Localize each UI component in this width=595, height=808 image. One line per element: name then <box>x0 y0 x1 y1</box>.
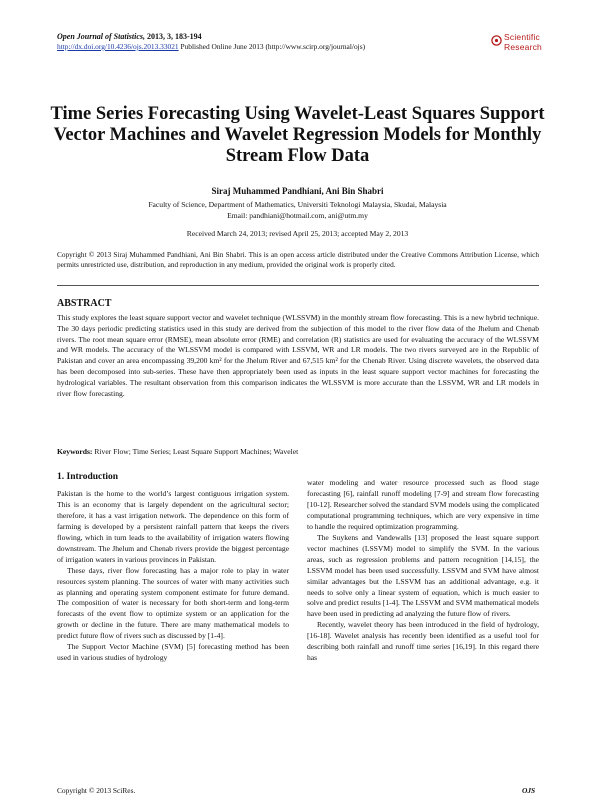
authors: Siraj Muhammed Pandhiani, Ani Bin Shabri <box>211 186 384 196</box>
affiliation: Faculty of Science, Department of Mathematics, Universiti Teknologi Malaysia, Skudai, Malaysia <box>148 200 447 209</box>
abstract-heading: ABSTRACT <box>57 298 112 309</box>
logo-wordmark <box>504 33 542 52</box>
logo-line-1: Scientific <box>504 32 541 42</box>
journal-citation <box>57 32 537 42</box>
doi-line <box>57 42 537 52</box>
paper-title: Time Series Forecasting Using Wavelet-Least Squares Support Vector Machines and Wavelet Regression Models for Monthly Stream Flow Data <box>50 104 545 166</box>
abstract-text: This study explores the least square support vector and wavelet technique (WLSSVM) in the monthly stream flow forecasting. This is a new hybrid technique. The 30 days periodic predicting statistics used in this study are derived from the subjection of this model to the river flow data of the Jhelum and Chenab rivers. The root mean square error (RMSE), mean absolute error (RME) and correlation (R) statistics are used for evaluating the accuracy of the WLSSVM and WR models. The accuracy of the WLSSVM model is compared with LSSVM, WR and LR models. The two rivers surveyed are in the Republic of Pakistan and cover an area encompassing 39,200 km² for the Jhelum River and 67,515 km² for the Chenab River. Using discrete wavelets, the observed data has been decomposed into sub-series. These have then appropriately been used as inputs in the least square support vector machines for forecasting the hydrological variables. The resultant observation from this comparison indicates the WLSSVM is more accurate than the LSSVM, WR and LR models in river flow forecasting. <box>57 313 539 398</box>
keywords <box>57 447 539 456</box>
keywords-text: River Flow; Time Series; Least Square Support Machines; Wavelet <box>94 447 299 456</box>
logo-line-2: Research <box>504 41 542 52</box>
divider <box>57 285 539 286</box>
right-column <box>307 478 539 664</box>
footer-journal: OJS <box>522 786 536 795</box>
paragraph: These days, river flow forecasting has a major role to play in water resources system planning. The sources of water with many activities such as planning and operating system component estimate for future demand. The composition of water is necessary for both short-term and long-term forecasts of the event flow to optimize system or an application for the growth or decline in the future. There are many mathematical models to predict future flow of rivers such as discussed by [1-4]. <box>57 565 289 641</box>
published-info: Published Online June 2013 (http://www.scirp.org/journal/ojs) <box>180 42 366 51</box>
affiliation-block <box>40 199 555 221</box>
paragraph: Recently, wavelet theory has been introduced in the field of hydrology, [16-18]. Wavelet analysis has recently been identified as a useful tool for describing both rainfall and runoff time series [16,19]. In this regard there has <box>307 620 539 663</box>
paragraph: The Suykens and Vandewalls [13] proposed the least square support vector machines (LSSVM) model to simplify the SVM. In the various areas, such as regression problems and pattern recognition [14,15], the LSSVM model has been used successfully. LSSVM and SVM have almost similar advantages but the LSSVM has an additional advantage, e.g. it needs to solve only a linear system of equation, which is much easier to solve and predict results [1-4]. The LSSVM and SVM mathematical models have been used in predicting ad analyzing the future flow of rivers. <box>307 532 539 619</box>
copyright-notice: Copyright © 2013 Siraj Muhammed Pandhiani, Ani Bin Shabri. This is an open access article distributed under the Creative Commons Attribution License, which permits unrestricted use, distribution, and reproduction in any medium, provided the original work is properly cited. <box>57 250 539 269</box>
logo-mark-icon <box>491 35 502 46</box>
left-column <box>57 472 289 664</box>
doi-link[interactable]: http://dx.doi.org/10.4236/ojs.2013.33021 <box>57 42 179 51</box>
paragraph: The Support Vector Machine (SVM) [5] forecasting method has been used in various studies of hydrology <box>57 642 289 663</box>
journal-volume: 2013, 3, 183-194 <box>147 32 202 41</box>
footer-copyright: Copyright © 2013 SciRes. <box>57 786 136 795</box>
paragraph: Pakistan is the home to the world’s largest contiguous irrigation system. This is an economy that is largely dependent on the agricultural sector; therefore, it has a vast irrigation network. The dependence on this form of farming is developed by a persistent rainfall pattern that keeps the rivers flowing, which in turn leads to the availability of irrigation waters flowing downstream. The Jhelum and Chenab rivers provide the biggest percentage of irrigation waters in various provinces in Pakistan. <box>57 488 289 564</box>
keywords-label: Keywords: <box>57 447 93 456</box>
running-header <box>57 32 537 52</box>
section-heading: 1. Introduction <box>57 472 119 482</box>
email: Email: pandhiani@hotmail.com, ani@utm.my <box>227 211 368 220</box>
scientific-research-logo <box>491 33 543 59</box>
received-dates: Received March 24, 2013; revised April 25, 2013; accepted May 2, 2013 <box>186 229 409 238</box>
journal-name: Open Journal of Statistics, <box>57 32 146 41</box>
paragraph: water modeling and water resource processed such as flood stage forecasting [6], rainfall runoff modeling [7-9] and stream flow forecasting [10-12]. Researcher solved the standard SVM models using the complicated computational programming techniques, which are very expensive in time to handle the required optimization programming. <box>307 478 539 531</box>
